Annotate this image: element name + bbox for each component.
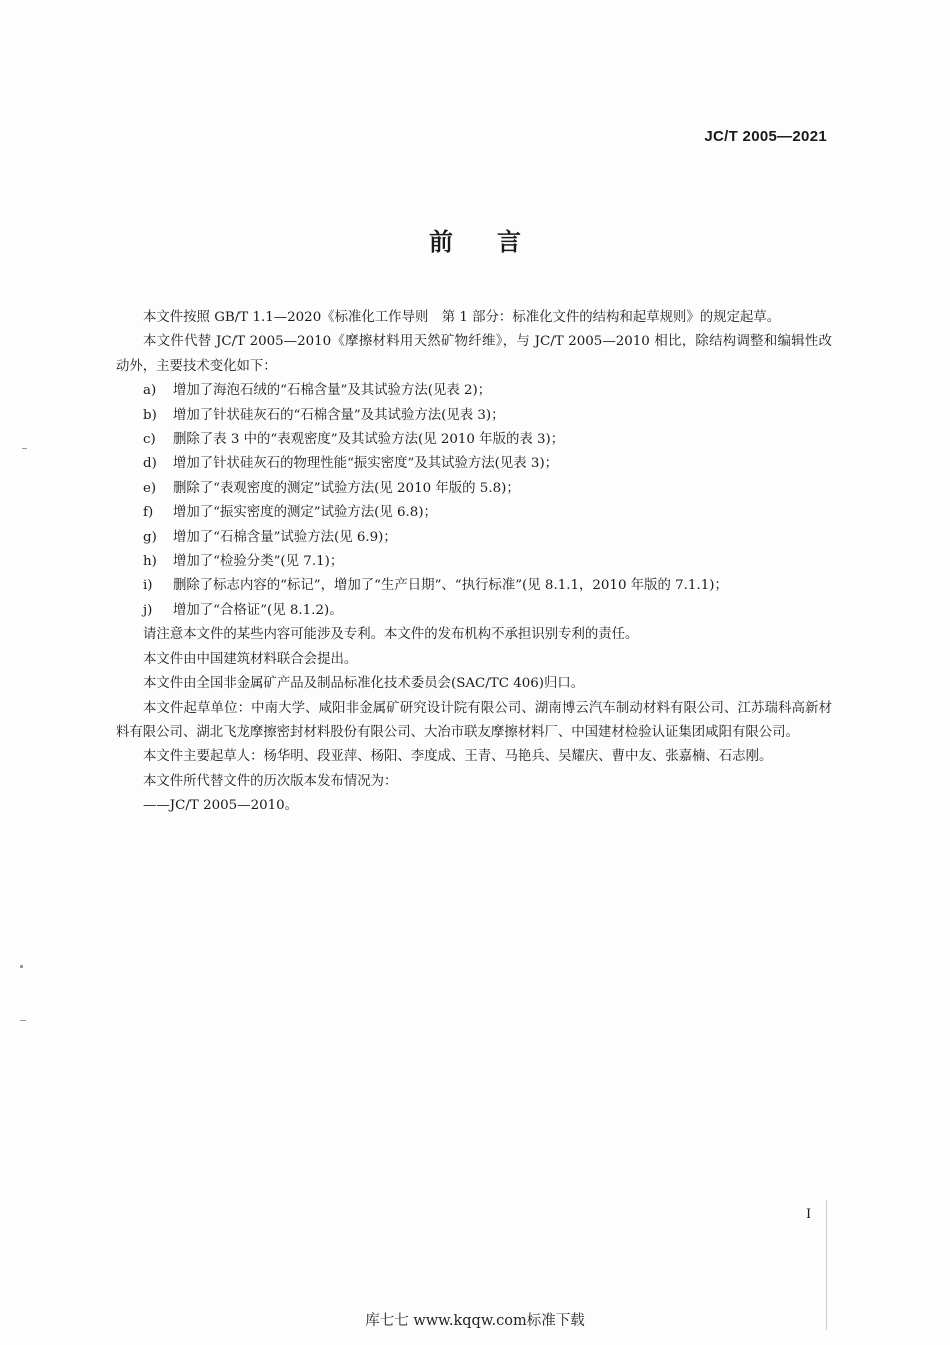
foreword-body xyxy=(116,306,832,819)
list-item xyxy=(116,574,832,598)
standard-number: JC/T 2005—2021 xyxy=(704,128,827,145)
scan-speck xyxy=(20,965,23,968)
list-item-text: 增加了“合格证”(见 8.1.2)。 xyxy=(173,602,343,618)
paragraph-history: 本文件所代替文件的历次版本发布情况为： xyxy=(143,773,398,789)
list-marker: i) xyxy=(143,578,153,594)
paragraph-patent-notice: 请注意本文件的某些内容可能涉及专利。本文件的发布机构不承担识别专利的责任。 xyxy=(143,627,639,643)
list-item-text: 增加了针状硅灰石的物理性能“振实密度”及其试验方法(见表 3)； xyxy=(173,456,559,472)
list-marker: e) xyxy=(143,480,157,496)
list-item xyxy=(116,501,832,525)
list-item-text: 增加了“石棉含量”试验方法(见 6.9)； xyxy=(173,529,397,545)
list-item-text: 增加了海泡石绒的“石棉含量”及其试验方法(见表 2)； xyxy=(173,383,492,399)
paragraph-drafters: 本文件主要起草人：杨华明、段亚萍、杨阳、李度成、王青、马艳兵、吴耀庆、曹中友、张嘉楠、石志刚。 xyxy=(143,749,773,765)
list-item xyxy=(116,428,832,452)
list-item xyxy=(116,550,832,574)
scan-speck xyxy=(20,1020,26,1021)
list-marker: d) xyxy=(143,456,157,472)
list-item xyxy=(116,452,832,476)
paragraph-drafting-rules: 本文件按照 GB/T 1.1—2020《标准化工作导则 第 1 部分：标准化文件的结构和起草规则》的规定起草。 xyxy=(143,310,781,325)
list-item-text: 增加了“检验分类”(见 7.1)； xyxy=(173,554,344,570)
history-item: ——JC/T 2005—2010。 xyxy=(143,798,299,814)
paragraph-committee: 本文件由全国非金属矿产品及制品标准化技术委员会(SAC/TC 406)归口。 xyxy=(143,676,585,692)
footer-watermark: 库七七 www.kqqw.com标准下载 xyxy=(365,1313,585,1329)
list-item-text: 删除了“表观密度的测定”试验方法(见 2010 年版的 5.8)； xyxy=(173,480,520,496)
changes-list xyxy=(116,379,832,623)
list-item xyxy=(116,599,832,623)
list-item-text: 增加了针状硅灰石的“石棉含量”及其试验方法(见表 3)； xyxy=(173,407,505,423)
list-marker: c) xyxy=(143,432,156,448)
paragraph-drafting-units: 本文件起草单位：中南大学、咸阳非金属矿研究设计院有限公司、湖南博云汽车制动材料有限公司、江苏瑞科高新材料有限公司、湖北飞龙摩擦密封材料股份有限公司、大冶市联友摩擦材料厂、中国建材检验认证集团咸阳有限公司。 xyxy=(116,700,832,740)
list-marker: j) xyxy=(143,602,153,618)
list-marker: f) xyxy=(143,505,154,521)
list-item xyxy=(116,379,832,403)
page-title: 前言 xyxy=(429,228,565,256)
list-item-text: 增加了“振实密度的测定”试验方法(见 6.8)； xyxy=(173,505,437,521)
list-item xyxy=(116,526,832,550)
list-item-text: 删除了表 3 中的“表观密度”及其试验方法(见 2010 年版的表 3)； xyxy=(173,432,565,448)
list-marker: h) xyxy=(143,554,157,570)
list-item xyxy=(116,477,832,501)
list-item xyxy=(116,404,832,428)
list-item-text: 删除了标志内容的“标记”，增加了“生产日期”、“执行标准”(见 8.1.1，2010 年版的 7.1.1)； xyxy=(173,578,728,594)
list-marker: b) xyxy=(143,407,157,423)
paragraph-replacement: 本文件代替 JC/T 2005—2010《摩擦材料用天然矿物纤维》，与 JC/T 2005—2010 相比，除结构调整和编辑性改动外，主要技术变化如下： xyxy=(116,334,832,374)
list-marker: a) xyxy=(143,383,157,399)
list-marker: g) xyxy=(143,529,157,545)
page-number: I xyxy=(806,1207,812,1222)
paragraph-proposer: 本文件由中国建筑材料联合会提出。 xyxy=(143,651,358,667)
scan-speck xyxy=(22,448,27,449)
